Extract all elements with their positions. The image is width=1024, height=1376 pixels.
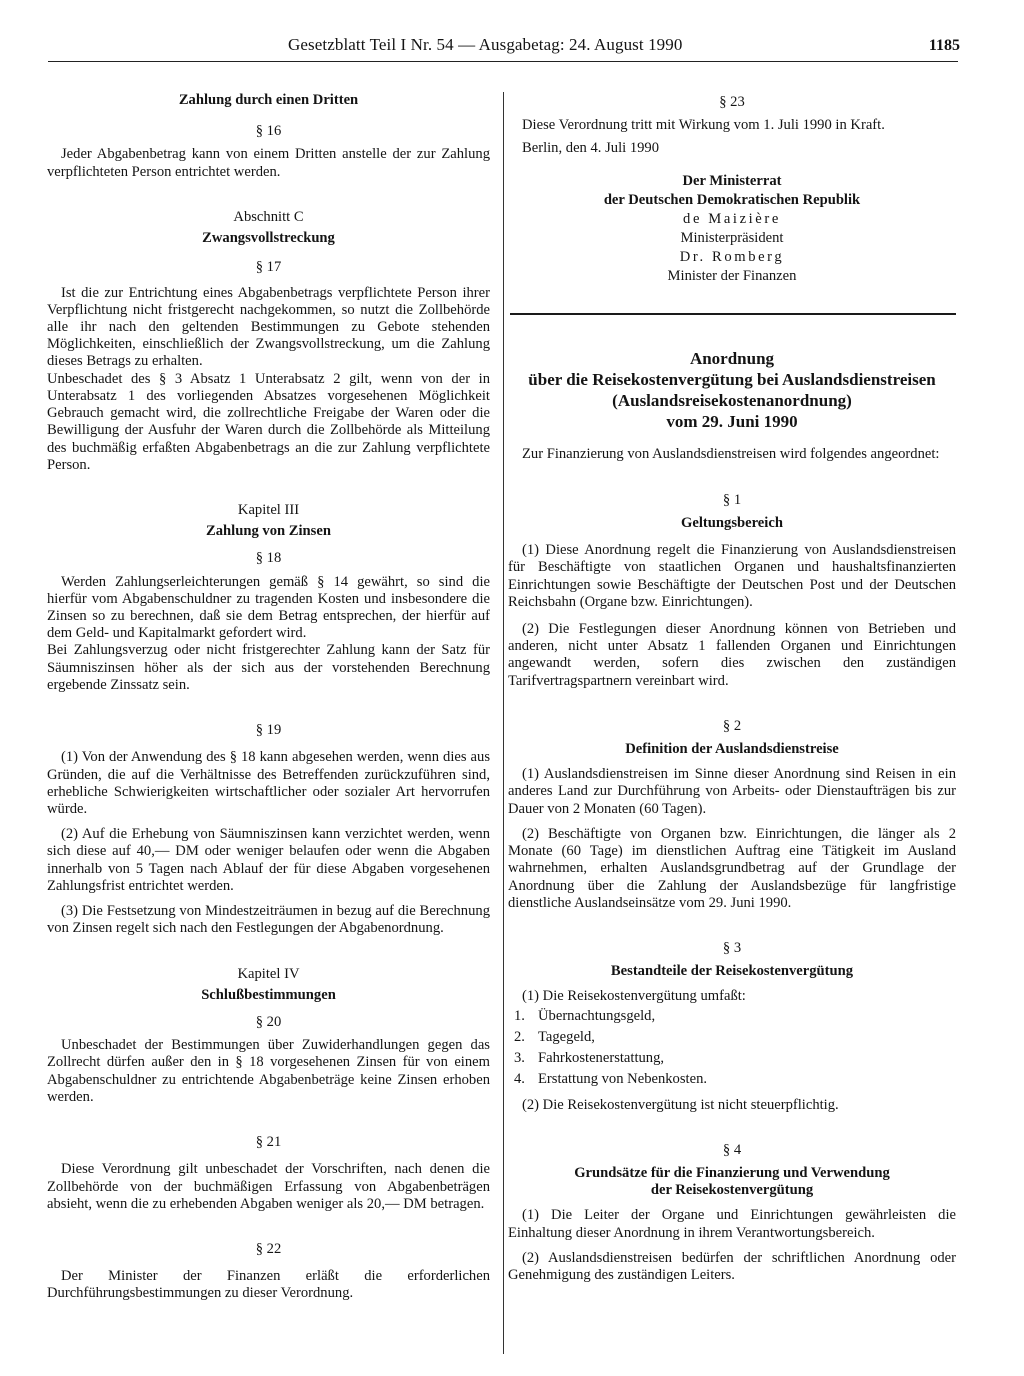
paragraph-text: (1) Auslandsdienstreisen im Sinne dieser Anordnung sind Reisen in ein anderes Land zur Durchführung von Arbeits- oder Dienstaufträgen bis zur Dauer von 2 Monaten (60 Tagen). — [508, 766, 956, 817]
chapter-title: Zwangsvollstreckung — [202, 230, 335, 247]
paragraph-number: § 23 — [719, 94, 745, 110]
running-header — [48, 33, 960, 59]
paragraph-text: Unbeschadet des § 3 Absatz 1 Unterabsatz 2 gilt, wenn von der in Unterabsatz 1 des vorliegenden Absatzes vorgesehenen Möglichkeit Gebrauch gemacht wird, die zollrechtliche Freigabe der Waren oder die Bewilligung der Ausfuhr der Waren durch die Zollbehörde als Mitteilung des buchmäßig erfaßten Abgabenbetrags an die zur Zahlung verpflichtete Person. — [47, 370, 490, 473]
paragraph-number: § 1 — [722, 491, 742, 508]
signatory-role: Minister der Finanzen — [667, 267, 797, 284]
paragraph-number: § 4 — [722, 1141, 742, 1158]
signatory-role: Ministerpräsident — [680, 229, 784, 246]
header-rule — [48, 61, 958, 62]
paragraph-number: § 16 — [255, 123, 282, 140]
signatory-name: Dr. Romberg — [679, 248, 785, 265]
decree-title-line: Anordnung — [689, 349, 775, 369]
signature-org: Der Ministerrat — [682, 172, 782, 189]
list-item-number: 2. — [514, 1028, 525, 1045]
paragraph-number: § 17 — [255, 259, 282, 276]
column-divider — [503, 92, 504, 1354]
decree-title-line: vom 29. Juni 1990 — [666, 411, 798, 431]
list-item-number: 1. — [514, 1007, 525, 1024]
paragraph-number: § 20 — [255, 1013, 282, 1030]
date-line: Berlin, den 4. Juli 1990 — [522, 140, 660, 157]
paragraph-text: (2) Die Reisekostenvergütung ist nicht steuerpflichtig. — [522, 1096, 839, 1113]
paragraph-text: (2) Auslandsdienstreisen bedürfen der schriftlichen Anordnung oder Genehmigung des zuständigen Leiters. — [508, 1249, 956, 1284]
section-heading: Geltungsbereich — [681, 514, 783, 531]
signature-block — [508, 172, 956, 286]
list-item-text: Übernachtungsgeld, — [538, 1007, 656, 1024]
list-item-text: Tagegeld, — [538, 1028, 595, 1045]
paragraph-text: (2) Beschäftigte von Organen bzw. Einrichtungen, die länger als 2 Monate (60 Tage) im dienstlichen Auftrag eine Tätigkeit im Ausland wahrnehmen, erhalten Auslandsgrundbetrag auf der Grundlage der Anordnung über die Zahlung der Auslandsbezüge für langfristige dienstliche Auslandseinsätze vom 29. Juni 1990. — [508, 825, 956, 911]
section-heading: Grundsätze für die Finanzierung und Verwendung — [574, 1164, 890, 1181]
list-item-text: Erstattung von Nebenkosten. — [538, 1071, 708, 1088]
list-item-number: 4. — [514, 1071, 525, 1088]
paragraph-number: § 18 — [255, 550, 282, 567]
list-item — [514, 1050, 956, 1067]
list-item — [514, 1029, 956, 1046]
chapter-title: Schlußbestimmungen — [201, 986, 336, 1003]
chapter-label: Abschnitt C — [233, 208, 304, 225]
signatory-name: de Maizière — [683, 210, 781, 227]
paragraph-text: (3) Die Festsetzung von Mindestzeiträumen in bezug auf die Berechnung von Zinsen regelt sich nach den Festlegungen der Abgabenordnung. — [47, 903, 490, 937]
section-heading: der Reisekostenvergütung — [650, 1182, 814, 1199]
list-item-number: 3. — [514, 1050, 525, 1067]
paragraph-text: Ist die zur Entrichtung eines Abgabenbetrags verpflichtete Person ihrer Verpflichtung nicht fristgerecht nachgekommen, so nutzt die Zollbehörde alle ihr nach den geltenden Bestimmungen zu Gebote stehenden Möglichkeiten, einschließlich der Zwangsvollstreckung, um die Zahlung dieses Betrags zu erhalten. — [47, 284, 490, 370]
chapter-title: Zahlung von Zinsen — [206, 523, 331, 540]
list-item — [514, 1071, 956, 1088]
paragraph-text: Der Minister der Finanzen erläßt die erforderlichen Durchführungsbestimmungen zu dieser Verordnung. — [47, 1268, 490, 1302]
header-title: Gesetzblatt Teil I Nr. 54 — Ausgabetag: 24. August 1990 — [288, 35, 683, 54]
page-number: 1185 — [928, 37, 960, 54]
paragraph-number: § 2 — [722, 717, 742, 734]
decree-title-line: (Auslandsreisekostenanordnung) — [612, 390, 852, 410]
paragraph-text: Zur Finanzierung von Auslandsdienstreisen wird folgendes angeordnet: — [522, 446, 940, 463]
paragraph-text: (1) Die Reisekostenvergütung umfaßt: — [522, 988, 746, 1005]
paragraph-number: § 19 — [255, 722, 282, 739]
component-list — [514, 1008, 956, 1089]
paragraph-text: Diese Verordnung gilt unbeschadet der Vorschriften, nach denen die Zollbehörde von der buchmäßigen Erfassung von Abgabenbeträgen absieht, wenn die zu erhebenden Abgaben weniger als 20,— DM betragen. — [47, 1161, 490, 1212]
paragraph-text: Bei Zahlungsverzug oder nicht fristgerechter Zahlung kann der Satz für Säumniszinsen höher als der sich aus der vorstehenden Berechnung ergebende Zinssatz sein. — [47, 642, 490, 693]
paragraph-text: (1) Die Leiter der Organe und Einrichtungen gewährleisten die Einhaltung dieser Anordnung in ihrem Verantwortungsbereich. — [508, 1207, 956, 1241]
list-item-text: Fahrkostenerstattung, — [538, 1050, 665, 1067]
right-column — [508, 94, 956, 1284]
paragraph-text: (1) Von der Anwendung des § 18 kann abgesehen werden, wenn dies aus Gründen, die auf die Verhältnisse des Betreffenden zurückzuführen sind, erhebliche Schwierigkeiten wirtschaftlicher oder sozialer Art hervorrufen würde. — [47, 749, 490, 817]
paragraph-text: (2) Die Festlegungen dieser Anordnung können von Betrieben und anderen, nicht unter Absatz 1 fallenden Organen und Einrichtungen angewandt werden, sofern dies zwischen den zuständigen Tarifvertragspartnern vereinbart wird. — [508, 620, 956, 689]
paragraph-text: Diese Verordnung tritt mit Wirkung vom 1. Juli 1990 in Kraft. — [522, 117, 885, 134]
paragraph-number: § 21 — [255, 1134, 282, 1151]
paragraph-text: (2) Auf die Erhebung von Säumniszinsen kann verzichtet werden, wenn sich diese auf 40,— DM oder weniger belaufen oder wenn die Abgaben innerhalb von 5 Tagen nach Ablauf der für diese Abgaben vorgesehenen Zahlungsfrist entrichtet werden. — [47, 826, 490, 894]
section-heading: Zahlung durch einen Dritten — [178, 92, 359, 108]
left-column — [47, 92, 490, 1303]
paragraph-number: § 3 — [722, 940, 742, 956]
section-heading: Definition der Auslandsdienstreise — [625, 741, 839, 758]
paragraph-text: Werden Zahlungserleichterungen gemäß § 14 gewährt, so sind die hierfür vom Abgabenschuldner zu tragenden Kosten und insbesondere die Zinsen so zu berechnen, daß sie dem Betrag entsprechen, der hierfür auf dem Geld- und Kapitalmarkt gefordert wird. — [47, 573, 490, 642]
decree-title-line: über die Reisekostenvergütung bei Auslandsdienstreisen — [528, 370, 936, 390]
decree-title — [508, 349, 956, 432]
chapter-label: Kapitel III — [237, 501, 300, 518]
paragraph-text: Unbeschadet der Bestimmungen über Zuwiderhandlungen gegen das Zollrecht dürfen außer den in § 18 vorgesehenen Zinsen für von einem Abgabenschuldner zu entrichtende Abgabenbeträge keine Zinsen erhoben werden. — [47, 1037, 490, 1105]
paragraph-text: (1) Diese Anordnung regelt die Finanzierung von Auslandsdienstreisen für Beschäftigte von staatlichen Organen und haushaltsfinanzierten Einrichtungen sowie Beschäftigte der Deutschen Post und der Deutschen Reichsbahn (Organe bzw. Einrichtungen). — [508, 542, 956, 610]
section-heading: Bestandteile der Reisekostenvergütung — [610, 963, 854, 980]
signature-org: der Deutschen Demokratischen Republik — [603, 191, 861, 208]
paragraph-number: § 22 — [255, 1240, 282, 1257]
paragraph-text: Jeder Abgabenbetrag kann von einem Dritten anstelle der zur Zahlung verpflichteten Person entrichtet werden. — [47, 146, 490, 180]
list-item — [514, 1008, 956, 1025]
chapter-label: Kapitel IV — [237, 965, 300, 982]
